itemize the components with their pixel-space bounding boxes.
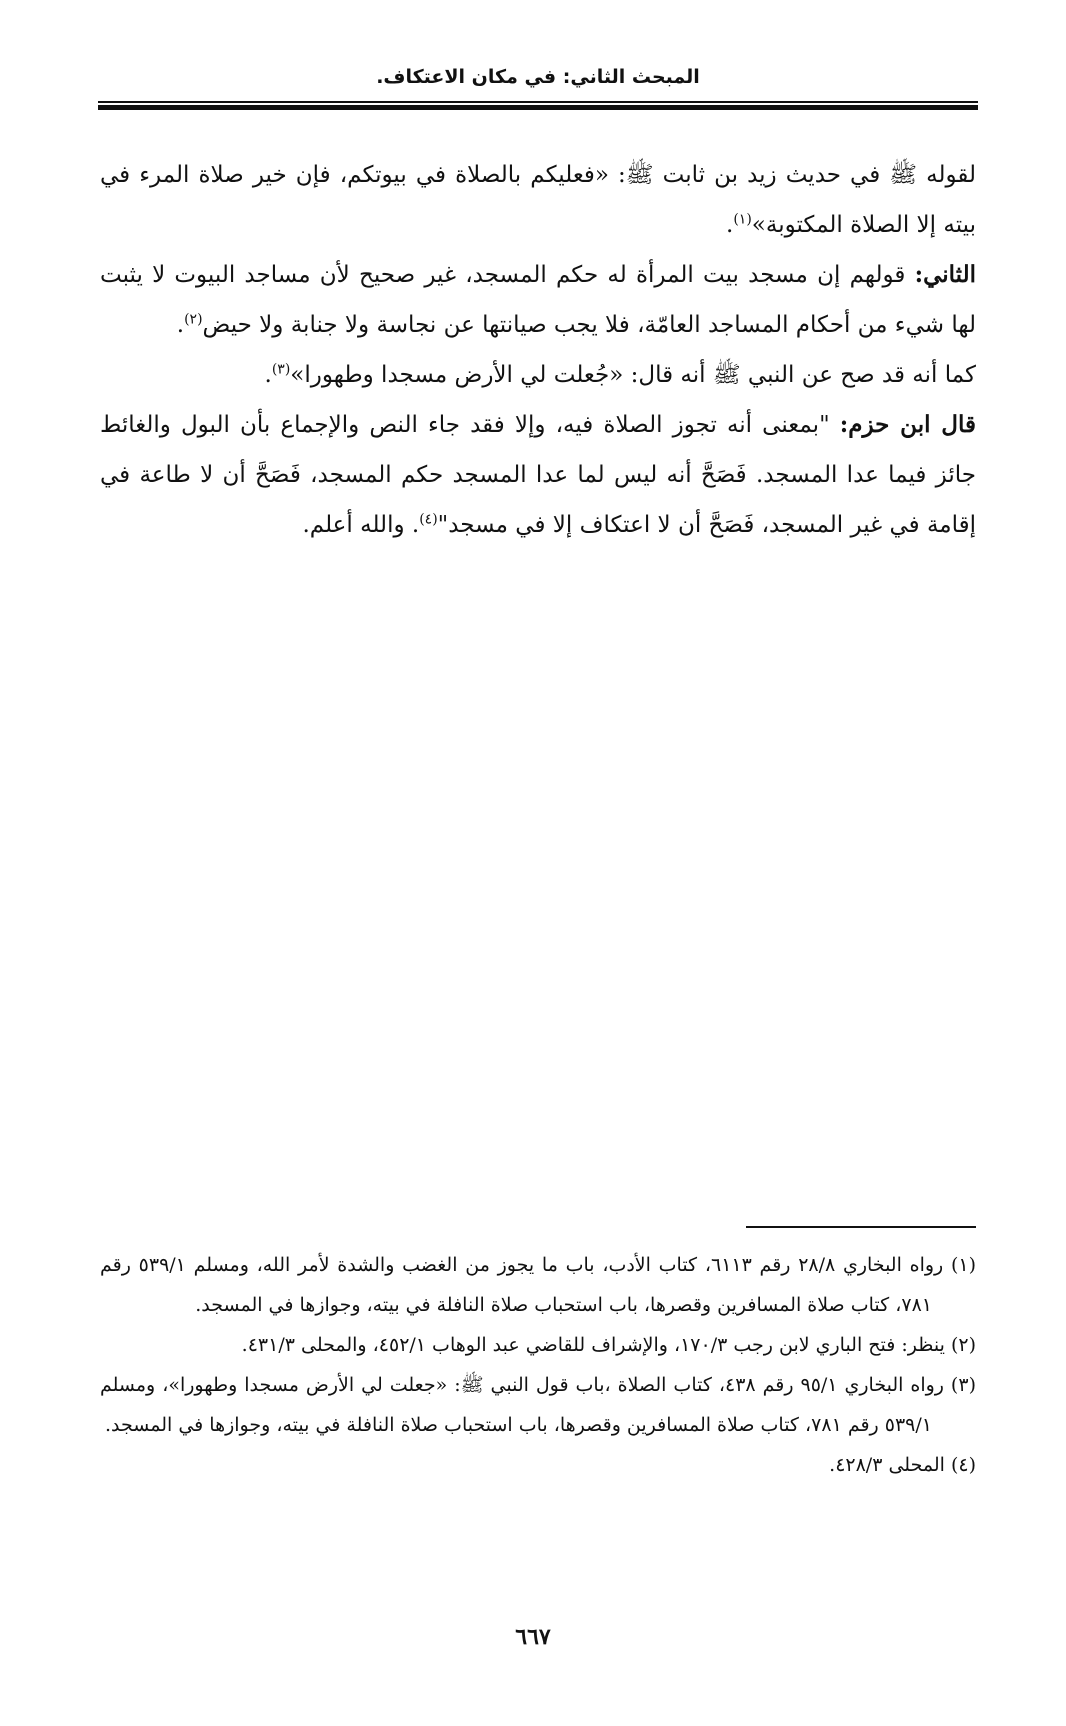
footnote-4: (٤) المحلى ٤٢٨/٣. bbox=[829, 1454, 976, 1476]
footnote-2: (٢) ينظر: فتح الباري لابن رجب ١٧٠/٣، والإشراف للقاضي عبد الوهاب ٤٥٢/١، والمحلى ٤٣١/٣. bbox=[241, 1334, 976, 1356]
page-number: ٦٦٧ bbox=[515, 1624, 551, 1650]
paragraph-4-lead: قال ابن حزم: bbox=[839, 411, 976, 438]
running-header: المبحث الثاني: في مكان الاعتكاف. bbox=[376, 66, 700, 88]
header-rule-thick bbox=[98, 105, 978, 110]
paragraph-2-lead: الثاني: bbox=[914, 261, 976, 288]
paragraph-1: لقوله ﷺ في حديث زيد بن ثابت ﷺ: «فعليكم بالصلاة في بيوتكم، فإن خير صلاة المرء في بيته إلا الصلاة المكتوبة»$^{(١)}$. bbox=[100, 162, 976, 238]
paragraph-3: كما أنه قد صح عن النبي ﷺ أنه قال: «جُعلت لي الأرض مسجدا وطهورا»$^{(٣)}$. bbox=[264, 361, 976, 388]
footnotes bbox=[100, 1245, 976, 1485]
paragraph-2: الثاني: قولهم إن مسجد بيت المرأة له حكم المسجد، غير صحيح لأن مساجد البيوت لا يثبت لها شيء من أحكام المساجد العامّة، فلا يجب صيانتها عن نجاسة ولا جنابة ولا حيض$^{(٢)}$. bbox=[100, 261, 976, 338]
footnote-ref-1: (١) bbox=[733, 211, 752, 228]
main-text bbox=[100, 150, 976, 550]
footnote-ref-4: (٤) bbox=[419, 511, 438, 528]
header-rule-thin bbox=[98, 101, 978, 103]
footnote-1: (١) رواه البخاري ٢٨/٨ رقم ٦١١٣، كتاب الأدب، باب ما يجوز من الغضب والشدة لأمر الله، ومسلم ٥٣٩/١ رقم ٧٨١، كتاب صلاة المسافرين وقصرها، باب استحباب صلاة النافلة في بيته، وجوازها في المسجد. bbox=[100, 1254, 976, 1316]
paragraph-4: قال ابن حزم: "بمعنى أنه تجوز الصلاة فيه، وإلا فقد جاء النص والإجماع بأن البول والغائط جائز فيما عدا المسجد. فَصَحَّ أنه ليس لما عدا المسجد حكم المسجد، فَصَحَّ أن لا طاعة في إقامة في غير المسجد، فَصَحَّ أن لا اعتكاف إلا في مسجد"$^{(٤)}$. والله أعلم. bbox=[100, 411, 976, 538]
footnote-ref-2: (٢) bbox=[184, 311, 203, 328]
footnote-ref-3: (٣) bbox=[271, 361, 291, 378]
footnote-3: (٣) رواه البخاري ٩٥/١ رقم ٤٣٨، كتاب الصلاة ،باب قول النبي ﷺ: «جعلت لي الأرض مسجدا وطهورا»، ومسلم ٥٣٩/١ رقم ٧٨١، كتاب صلاة المسافرين وقصرها، باب استحباب صلاة النافلة في بيته، وجوازها في المسجد. bbox=[100, 1374, 976, 1436]
footnote-separator bbox=[746, 1226, 976, 1228]
